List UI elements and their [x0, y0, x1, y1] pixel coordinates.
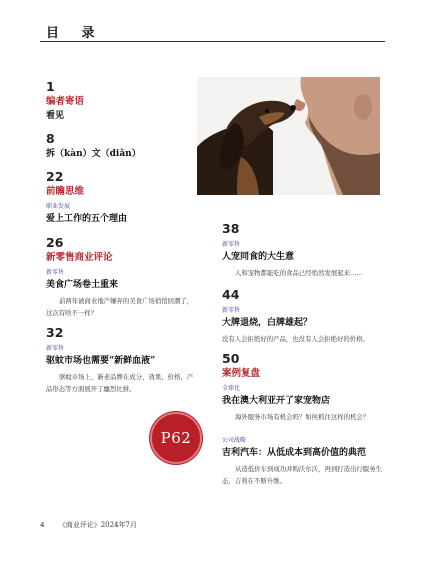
article-title: 人宠同食的大生意	[222, 252, 295, 262]
toc-entry-editorial[interactable]	[46, 80, 186, 123]
section-label: 新零售商业评论	[46, 252, 113, 263]
toc-entry-geely[interactable]	[222, 432, 382, 487]
toc-entry-food-court[interactable]	[46, 236, 196, 319]
toc-entry-mosquito[interactable]	[46, 326, 196, 395]
page-badge[interactable]	[150, 412, 202, 464]
category-label: 新零售	[222, 307, 241, 314]
page-number: 22	[46, 169, 64, 184]
article-title: 看见	[46, 111, 65, 121]
folio-number: 4	[40, 521, 45, 529]
section-label: 编者寄语	[46, 96, 85, 107]
dog-kissing-man-illustration	[197, 77, 380, 195]
page-number: 1	[46, 79, 55, 94]
category-label: 新零售	[46, 345, 65, 352]
section-label: 案例复盘	[222, 368, 261, 379]
article-title: 我在澳大利亚开了家宠物店	[222, 396, 331, 406]
article-title: 美食广场卷土重来	[46, 280, 119, 290]
page-number: 38	[222, 221, 240, 236]
category-label: 职业发展	[46, 203, 71, 210]
article-title: 驱蚊市场也需要“新鲜血液”	[46, 356, 156, 366]
article-title: 大牌退烧，白牌雄起？	[222, 318, 313, 328]
page-number: 50	[222, 351, 240, 366]
article-summary: 从造低价车到成功并购沃尔沃，再到打造出行服务生态，吉利在不断升维。	[222, 465, 382, 485]
article-summary: 没有人会拒绝好的产品，也没有人会拒绝好的价格。	[222, 335, 369, 343]
toc-entry-kan-wen[interactable]	[46, 132, 191, 161]
page-number: 32	[46, 325, 64, 340]
toc-entry-white-label[interactable]	[222, 288, 382, 345]
toc-entry-career[interactable]	[46, 170, 191, 226]
toc-entry-pet-store-australia[interactable]	[222, 352, 382, 423]
category-label: 公司战略	[222, 437, 247, 444]
page-footer	[40, 520, 137, 530]
page-number: 26	[46, 235, 64, 250]
category-label: 新零售	[46, 269, 65, 276]
article-summary: 人和宠物都能吃的食品已经悄然发展起来……	[235, 269, 363, 277]
article-summary: 驱蚊市场上，新老品牌在成分、效果、价格、产品形态等方面展开了鏖烈比拼。	[46, 373, 194, 393]
category-label: 新零售	[222, 241, 241, 248]
article-summary: 海外服务市场有机会吗？如何抓住这样的机会？	[235, 413, 370, 421]
page-number: 8	[46, 131, 55, 146]
category-label: 全球化	[222, 385, 241, 392]
header-divider	[40, 41, 385, 42]
page-number: 44	[222, 287, 240, 302]
publication-name: 《商业评论》2024年7月	[58, 521, 137, 529]
page-badge-label: P62	[160, 429, 192, 447]
toc-entry-pet-food[interactable]	[222, 222, 382, 279]
section-label: 前瞻思维	[46, 186, 85, 197]
page-title: 目 录	[46, 26, 104, 41]
article-title: 爱上工作的五个理由	[46, 214, 128, 224]
article-title: 拆（kàn）文（diǎn）	[46, 149, 141, 159]
dog-kissing-man-photo	[197, 77, 380, 195]
article-title: 吉利汽车：从低成本到高价值的典范	[222, 448, 367, 458]
article-summary: 前两年被商业地产嫌弃的美食广场悄悄回潮了，这次有啥不一样？	[46, 297, 194, 317]
